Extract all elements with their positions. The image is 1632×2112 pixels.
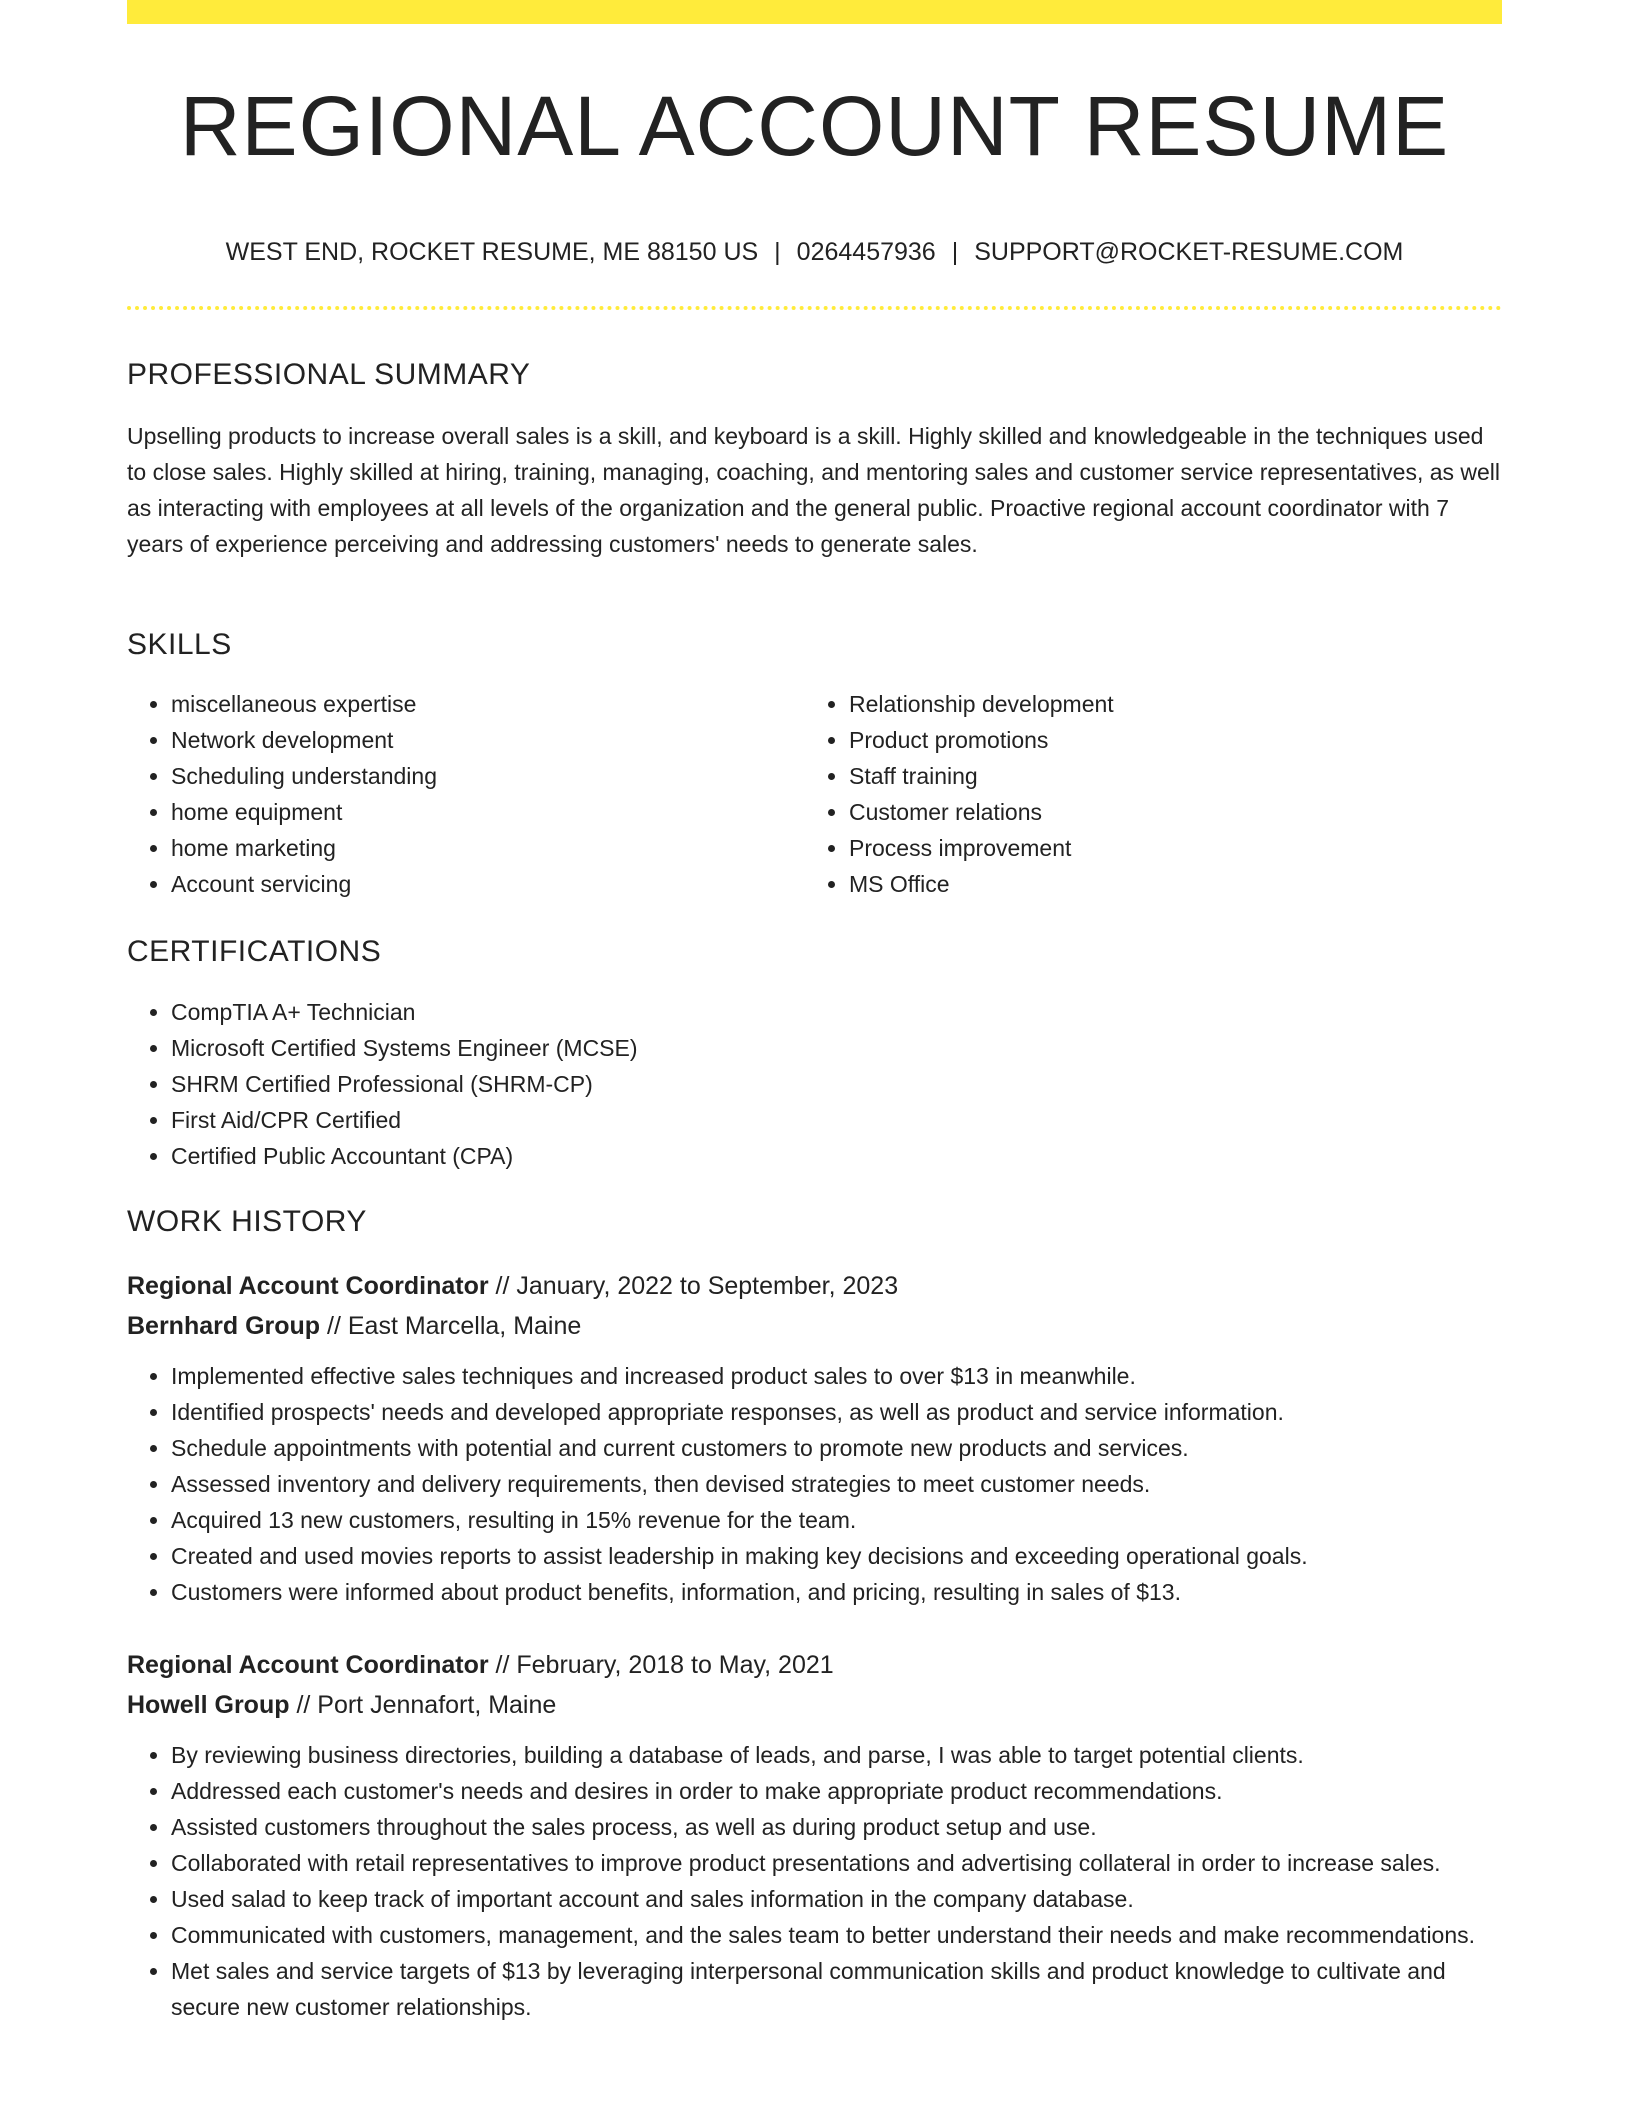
certification-item: • CompTIA A+ Technician [171, 994, 1502, 1030]
job-bullets [127, 1737, 1502, 2025]
certification-item: • Microsoft Certified Systems Engineer (MCSE) [171, 1030, 1502, 1066]
job-entry [127, 1266, 1502, 1610]
skill-item: • home marketing [171, 830, 805, 866]
skills-list-left [127, 686, 805, 902]
job-bullet: • Customers were informed about product benefits, information, and pricing, resulting in sales of $13. [171, 1574, 1502, 1610]
skill-item: • Account servicing [171, 866, 805, 902]
job-role-line [127, 1266, 1502, 1306]
summary-text: Upselling products to increase overall sales is a skill, and keyboard is a skill. Highly skilled and knowledgeable in the techniques used to close sales. Highly skilled at hiring, training, managing, coaching, and mentoring sales and customer service representatives, as well as interacting with employees at all levels of the organization and the general public. Proactive regional account coordinator with 7 years of experience perceiving and addressing customers' needs to generate sales. [127, 423, 1501, 557]
skill-item: • Relationship development [849, 686, 1483, 722]
job-bullet: • Assisted customers throughout the sales process, as well as during product setup and use. [171, 1809, 1502, 1845]
job-bullet: • Met sales and service targets of $13 by leveraging interpersonal communication skills and product knowledge to cultivate and secure new customer relationships. [171, 1953, 1502, 2025]
contact-phone: 0264457936 [796, 238, 936, 266]
job-bullet: • Assessed inventory and delivery requirements, then devised strategies to meet customer needs. [171, 1466, 1502, 1502]
job-company-line [127, 1306, 1502, 1346]
skill-item: • Network development [171, 722, 805, 758]
job-location: // Port Jennafort, Maine [289, 1691, 557, 1719]
skill-item: • Process improvement [849, 830, 1483, 866]
skills-list-right [805, 686, 1483, 902]
contact-address: WEST END, ROCKET RESUME, ME 88150 US [225, 238, 759, 266]
job-bullet: • Communicated with customers, management, and the sales team to better understand their needs and make recommendations. [171, 1917, 1502, 1953]
job-bullet: • Schedule appointments with potential and current customers to promote new products and services. [171, 1430, 1502, 1466]
contact-separator: | [951, 238, 959, 266]
job-bullet: • Used salad to keep track of important account and sales information in the company database. [171, 1881, 1502, 1917]
certifications-heading: CERTIFICATIONS [127, 935, 382, 968]
top-accent-bar [127, 0, 1502, 24]
job-entry [127, 1645, 1502, 2025]
dotted-divider [127, 306, 1502, 310]
summary-heading: PROFESSIONAL SUMMARY [127, 358, 531, 391]
job-bullet: • Created and used movies reports to assist leadership in making key decisions and exceeding operational goals. [171, 1538, 1502, 1574]
resume-title: REGIONAL ACCOUNT RESUME [179, 79, 1450, 173]
skill-item: • miscellaneous expertise [171, 686, 805, 722]
job-bullet: • Addressed each customer's needs and desires in order to make appropriate product recommendations. [171, 1773, 1502, 1809]
job-bullet: • Implemented effective sales techniques and increased product sales to over $13 in meanwhile. [171, 1358, 1502, 1394]
job-dates: // February, 2018 to May, 2021 [488, 1651, 834, 1679]
job-company-line [127, 1685, 1502, 1725]
skills-columns [127, 686, 1502, 902]
skill-item: • home equipment [171, 794, 805, 830]
certifications-list [127, 994, 1502, 1174]
job-location: // East Marcella, Maine [320, 1312, 582, 1340]
job-company: Bernhard Group [127, 1312, 321, 1340]
certification-item: • SHRM Certified Professional (SHRM-CP) [171, 1066, 1502, 1102]
job-bullet: • Identified prospects' needs and developed appropriate responses, as well as product and service information. [171, 1394, 1502, 1430]
work-history-heading: WORK HISTORY [127, 1205, 367, 1238]
job-role-line [127, 1645, 1502, 1685]
job-role: Regional Account Coordinator [127, 1651, 489, 1679]
job-dates: // January, 2022 to September, 2023 [488, 1272, 899, 1300]
job-role: Regional Account Coordinator [127, 1272, 489, 1300]
contact-email: SUPPORT@ROCKET-RESUME.COM [974, 238, 1404, 266]
job-bullet: • By reviewing business directories, building a database of leads, and parse, I was able to target potential clients. [171, 1737, 1502, 1773]
job-bullets [127, 1358, 1502, 1610]
skill-item: • MS Office [849, 866, 1483, 902]
skill-item: • Product promotions [849, 722, 1483, 758]
skills-heading: SKILLS [127, 628, 232, 661]
certifications-block [127, 994, 1502, 1174]
job-bullet: • Collaborated with retail representatives to improve product presentations and advertising collateral in order to increase sales. [171, 1845, 1502, 1881]
skill-item: • Customer relations [849, 794, 1483, 830]
skill-item: • Staff training [849, 758, 1483, 794]
job-company: Howell Group [127, 1691, 290, 1719]
certification-item: • First Aid/CPR Certified [171, 1102, 1502, 1138]
certification-item: • Certified Public Accountant (CPA) [171, 1138, 1502, 1174]
contact-separator: | [774, 238, 781, 266]
contact-line [127, 238, 1502, 267]
skill-item: • Scheduling understanding [171, 758, 805, 794]
job-bullet: • Acquired 13 new customers, resulting in 15% revenue for the team. [171, 1502, 1502, 1538]
